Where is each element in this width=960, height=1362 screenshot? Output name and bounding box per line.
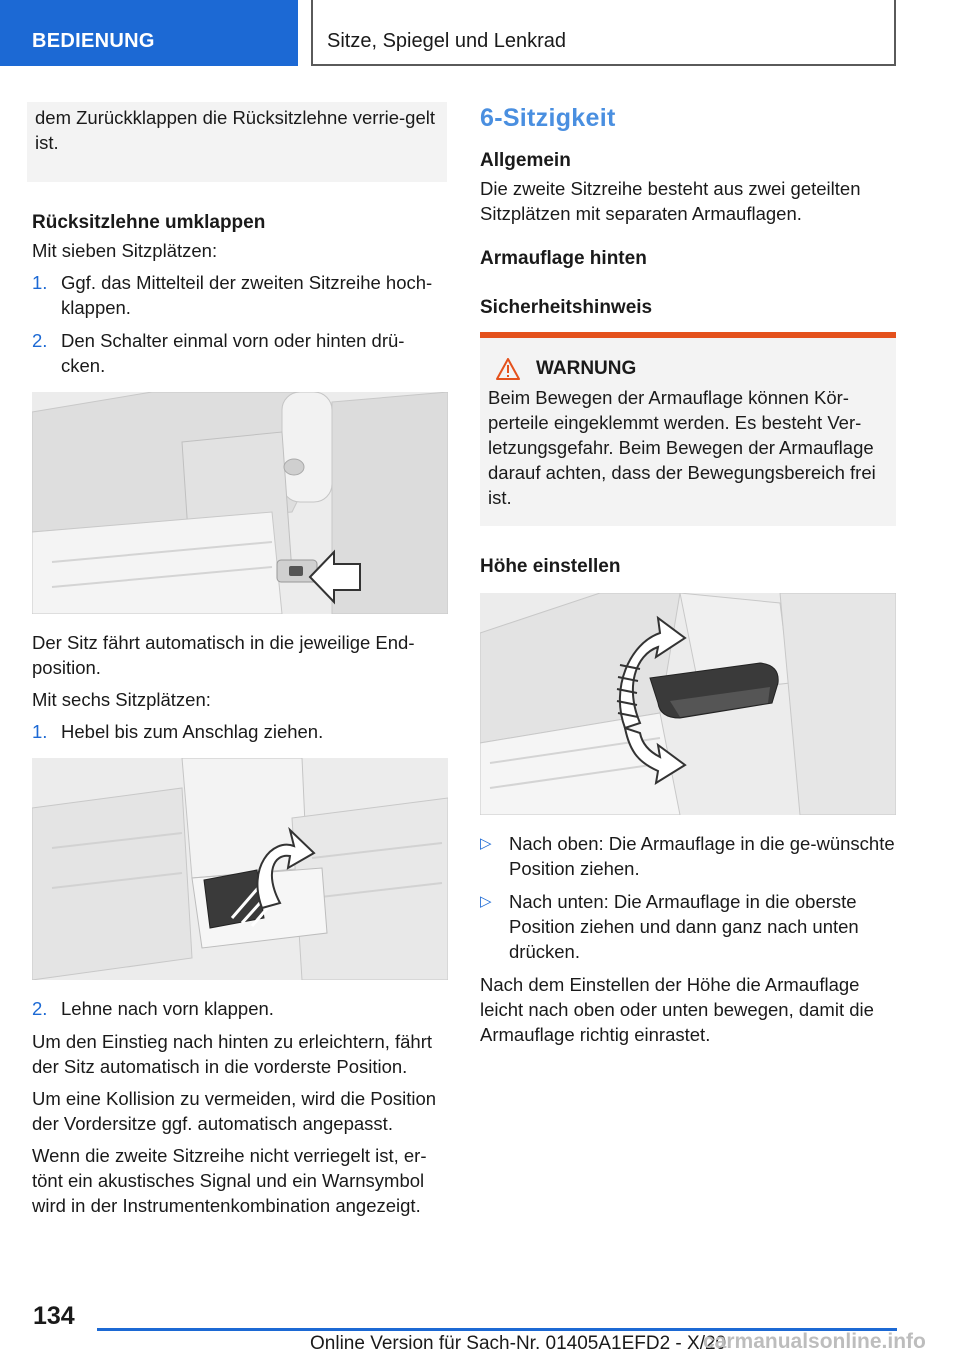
- step-text: Hebel bis zum Anschlag ziehen.: [61, 721, 324, 742]
- note-box: [27, 102, 447, 182]
- bullet-text: Nach unten: Die Armauflage in die oberste Position ziehen und dann ganz nach unten drücken.: [509, 891, 859, 962]
- chapter-label: Sitze, Spiegel und Lenkrad: [327, 30, 567, 52]
- final-text: Nach dem Einstellen der Höhe die Armauflage leicht nach oben oder unten bewegen, damit die Armauflage richtig einrastet.: [480, 974, 874, 1045]
- armrest-illustration: [480, 593, 896, 815]
- heading-ruecksitzlehne: Rücksitzlehne umklappen: [32, 212, 266, 233]
- list-item: [32, 328, 448, 378]
- after-figure-text: Der Sitz fährt automatisch in die jeweilige End-position.: [32, 632, 415, 678]
- step-number: 1.: [32, 721, 48, 742]
- heading-sicherheitshinweis: Sicherheitshinweis: [480, 297, 653, 318]
- note-text: dem Zurückklappen die Rücksitzlehne verrie-gelt ist.: [35, 107, 435, 153]
- step-number: 2.: [32, 330, 48, 351]
- paragraph-collision: Um eine Kollision zu vermeiden, wird die Position der Vordersitze ggf. automatisch angepasst.: [32, 1088, 437, 1134]
- list-item: [480, 831, 896, 881]
- section-tab[interactable]: [0, 0, 298, 66]
- figure-switch-seat: [32, 392, 448, 614]
- intro-seven-seats: Mit sieben Sitzplätzen:: [32, 240, 218, 261]
- figure-lever-seat: [32, 758, 448, 980]
- warning-text: Beim Bewegen der Armauflage können Kör-perteile eingeklemmt werden. Es besteht Ver-letzungsgefahr. Beim Bewegen der Armauflage darauf achten, dass der Bewegungsbereich frei ist.: [488, 387, 876, 508]
- heading-armauflage: Armauflage hinten: [480, 248, 647, 269]
- steps-seven-seats: [32, 270, 448, 378]
- general-text: Die zweite Sitzreihe besteht aus zwei geteilten Sitzplätzen mit separaten Armauflagen.: [480, 178, 861, 224]
- bullet-triangle-icon: ▷: [480, 893, 492, 910]
- seat-switch-illustration: [32, 392, 448, 614]
- bullet-text: Nach oben: Die Armauflage in die ge-wünschte Position ziehen.: [509, 833, 895, 879]
- page-header: [0, 0, 960, 66]
- list-item: [32, 719, 448, 744]
- step-text: Den Schalter einmal vorn oder hinten drü-cken.: [61, 330, 405, 376]
- warning-title: WARNUNG: [536, 358, 637, 379]
- seat-lever-illustration: [32, 758, 448, 980]
- step-text: Lehne nach vorn klappen.: [61, 998, 274, 1019]
- intro-six-seats: Mit sechs Sitzplätzen:: [32, 689, 211, 710]
- step-text: Ggf. das Mittelteil der zweiten Sitzreihe hoch-klappen.: [61, 272, 433, 318]
- online-version-text: Online Version für Sach-Nr. 01405A1EFD2 - X/20: [310, 1333, 727, 1354]
- warning-header: [488, 356, 888, 381]
- figure-armrest: [480, 593, 896, 815]
- warning-box: [480, 332, 896, 526]
- list-item: [480, 889, 896, 964]
- list-item: [32, 996, 448, 1021]
- heading-hoehe: Höhe einstellen: [480, 556, 621, 577]
- left-column: [32, 102, 448, 1225]
- paragraph-warning-signal: Wenn die zweite Sitzreihe nicht verriegelt ist, er-tönt ein akustisches Signal und ein Warnsymbol wird in der Instrumentenkombination angezeigt.: [32, 1145, 427, 1216]
- steps-six-seats-a: [32, 719, 448, 744]
- watermark: carmanualsonline.info: [703, 1330, 926, 1353]
- heading-allgemein: Allgemein: [480, 150, 571, 171]
- warning-triangle-icon: [496, 358, 520, 380]
- page-number: 134: [33, 1302, 75, 1330]
- paragraph-entry: Um den Einstieg nach hinten zu erleichtern, fährt der Sitz automatisch in die vorderste Position.: [32, 1031, 433, 1077]
- bullet-triangle-icon: ▷: [480, 835, 492, 852]
- armrest-bullets: [480, 831, 896, 964]
- chapter-tab[interactable]: [311, 0, 896, 66]
- right-column: [480, 102, 896, 1054]
- list-item: [32, 270, 448, 320]
- step-number: 2.: [32, 998, 48, 1019]
- section-label: BEDIENUNG: [32, 30, 155, 52]
- section-title: 6-Sitzigkeit: [480, 104, 616, 132]
- step-number: 1.: [32, 272, 48, 293]
- steps-six-seats-b: [32, 996, 448, 1021]
